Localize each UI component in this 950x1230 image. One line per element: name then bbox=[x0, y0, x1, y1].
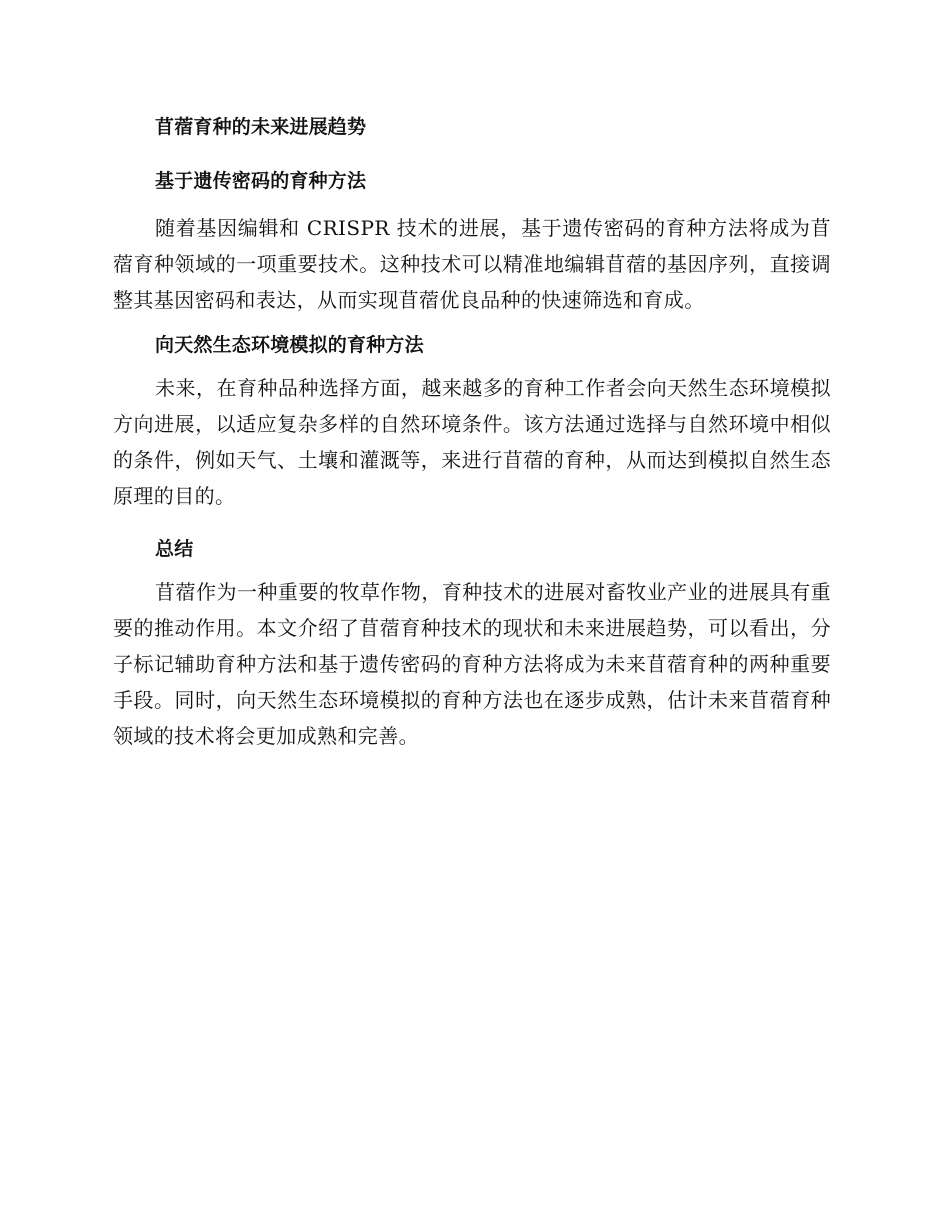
section-heading-summary: 总结 bbox=[155, 538, 194, 560]
section-heading-ecosystem-simulation: 向天然生态环境模拟的育种方法 bbox=[155, 334, 424, 356]
section-heading-genetic-code: 基于遗传密码的育种方法 bbox=[155, 170, 367, 192]
section-paragraph-summary: 苜蓿作为一种重要的牧草作物，育种技术的进展对畜牧业产业的进展具有重要的推动作用。本文介绍了苜蓿育种技术的现状和未来进展趋势，可以看出，分子标记辅助育种方法和基于遗传密码的育种方法将成为未来苜蓿育种的两种重要手段。同时，向天然生态环境模拟的育种方法也在逐步成熟，估计未来苜蓿育种领域的技术将会更加成熟和完善。 bbox=[113, 580, 831, 748]
document-title: 苜蓿育种的未来进展趋势 bbox=[155, 116, 367, 138]
document-body bbox=[113, 112, 831, 754]
section-paragraph-genetic-code: 随着基因编辑和 CRISPR 技术的进展，基于遗传密码的育种方法将成为苜蓿育种领域的一项重要技术。这种技术可以精准地编辑苜蓿的基因序列，直接调整其基因密码和表达，从而实现苜蓿优良品种的快速筛选和育成。 bbox=[113, 216, 831, 312]
section-paragraph-ecosystem-simulation: 未来，在育种品种选择方面，越来越多的育种工作者会向天然生态环境模拟方向进展，以适应复杂多样的自然环境条件。该方法通过选择与自然环境中相似的条件，例如天气、土壤和灌溉等，来进行苜蓿的育种，从而达到模拟自然生态原理的目的。 bbox=[113, 376, 831, 508]
